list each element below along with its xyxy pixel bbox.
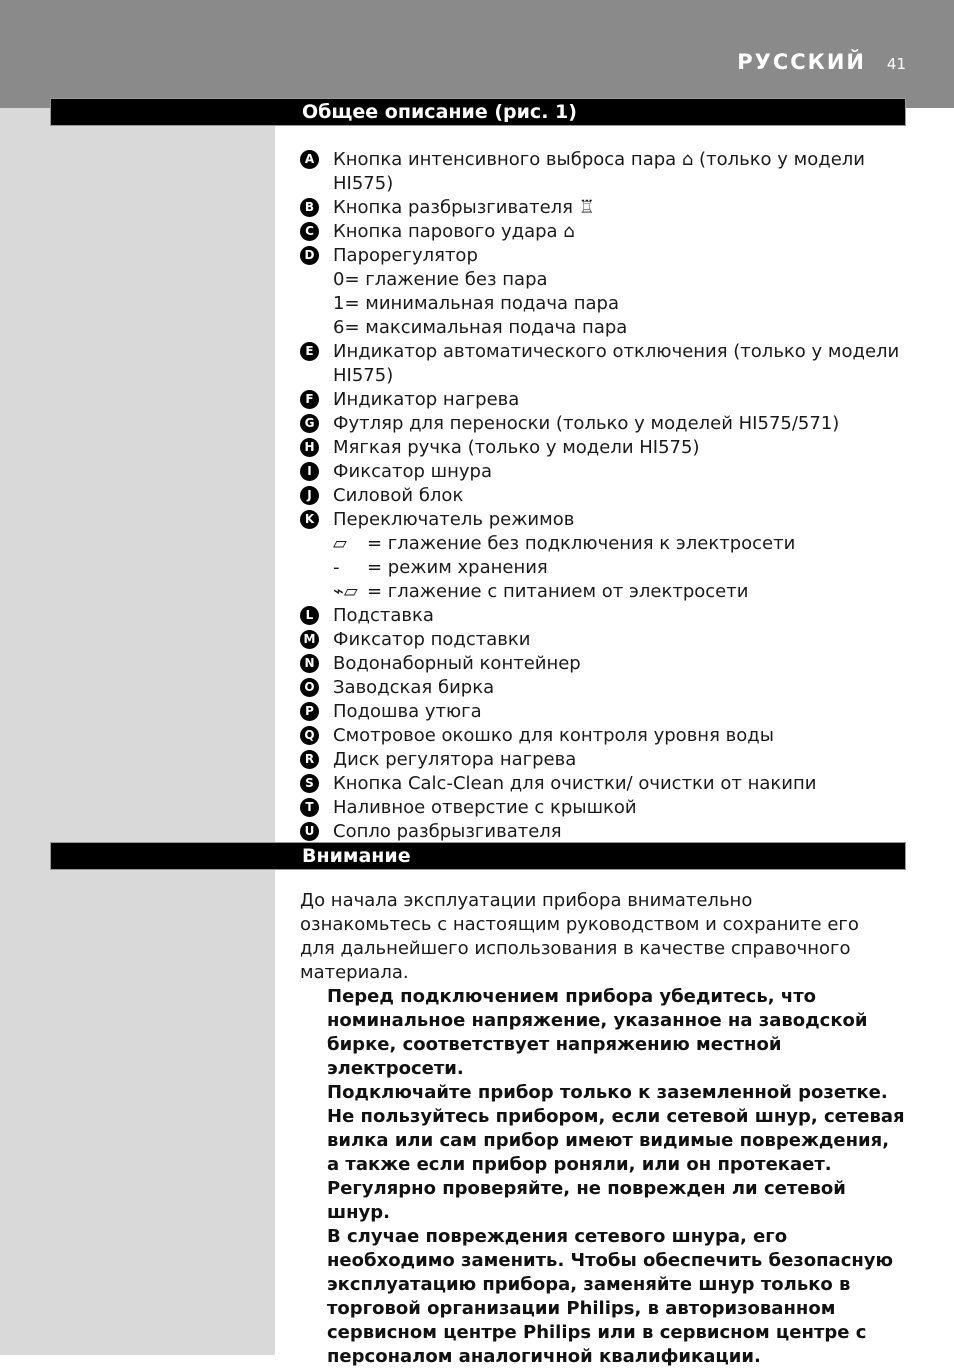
intro-text: До начала эксплуатации прибора внимательно ознакомьтесь с настоящим руководством и сохраните его для дальнейшего использования в качестве справочного материала. (300, 890, 859, 983)
letter-badge: E (300, 342, 319, 361)
page-number: 41 (886, 55, 906, 73)
part-text: Заводская бирка (333, 677, 495, 698)
letter-badge: G (300, 414, 319, 433)
part-text: Кнопка интенсивного выброса пара ⌂ (только у модели HI575) (333, 149, 865, 194)
warnings-list (327, 985, 907, 1369)
letter-badge: B (300, 198, 319, 217)
section-bar-description (50, 98, 906, 126)
letter-badge: K (300, 510, 319, 529)
letter-badge: F (300, 390, 319, 409)
warning-item: Перед подключением прибора убедитесь, что номинальное напряжение, указанное на заводской бирке, соответствует напряжению местной электросети. (327, 986, 868, 1079)
part-item (300, 340, 910, 388)
part-item (300, 820, 910, 844)
part-text: Водонаборный контейнер (333, 653, 581, 674)
part-item (300, 604, 910, 628)
letter-badge: I (300, 462, 319, 481)
part-item (300, 772, 910, 796)
language-label: РУССКИЙ (737, 50, 866, 74)
part-text: Кнопка разбрызгивателя ♖ (333, 197, 595, 218)
warning-item: Не пользуйтесь прибором, если сетевой шнур, сетевая вилка или сам прибор имеют видимые повреждения, а также если прибор роняли, или он протекает. (327, 1106, 905, 1175)
section-bar-warning (50, 842, 906, 870)
letter-badge: J (300, 486, 319, 505)
part-item (300, 484, 910, 508)
mode-item (300, 556, 910, 580)
letter-badge: A (300, 150, 319, 169)
part-item (300, 796, 910, 820)
intro-paragraph (300, 889, 880, 985)
part-item (300, 724, 910, 748)
part-item (300, 148, 910, 196)
letter-badge: O (300, 678, 319, 697)
part-item (300, 196, 910, 220)
part-text: Фиксатор шнура (333, 461, 492, 482)
part-item (300, 388, 910, 412)
letter-badge: C (300, 222, 319, 241)
side-band (0, 108, 275, 1355)
parts-list (300, 148, 910, 844)
letter-badge: L (300, 606, 319, 625)
part-text: Мягкая ручка (только у модели HI575) (333, 437, 700, 458)
part-text: Индикатор нагрева (333, 389, 520, 410)
mode-item (300, 580, 910, 604)
part-text: Наливное отверстие с крышкой (333, 797, 637, 818)
part-text: Кнопка Calc-Clean для очистки/ очистки от накипи (333, 773, 817, 794)
letter-badge: N (300, 654, 319, 673)
mode-symbol-icon: ▱ (333, 533, 347, 554)
letter-badge: Q (300, 726, 319, 745)
part-item (300, 652, 910, 676)
part-item (300, 700, 910, 724)
part-text: Индикатор автоматического отключения (только у модели HI575) (333, 341, 900, 386)
letter-badge: U (300, 822, 319, 841)
part-text: Подошва утюга (333, 701, 482, 722)
letter-badge: P (300, 702, 319, 721)
mode-text: = глажение с питанием от электросети (367, 581, 749, 602)
part-text: Сопло разбрызгивателя (333, 821, 562, 842)
part-item (300, 460, 910, 484)
part-text: Футляр для переноски (только у моделей HI575/571) (333, 413, 840, 434)
letter-badge: T (300, 798, 319, 817)
part-text: Переключатель режимов (333, 509, 575, 530)
part-item (300, 244, 910, 268)
part-item (300, 628, 910, 652)
part-item (300, 436, 910, 460)
letter-badge: D (300, 246, 319, 265)
part-item (300, 220, 910, 244)
part-text: Подставка (333, 605, 434, 626)
part-text: Силовой блок (333, 485, 464, 506)
letter-badge: S (300, 774, 319, 793)
part-text: Парорегулятор (333, 245, 478, 266)
mode-text: = режим хранения (367, 557, 548, 578)
mode-text: = глажение без подключения к электросети (367, 533, 796, 554)
part-item (300, 508, 910, 532)
steam-setting: 6= максимальная подача пара (333, 317, 628, 338)
warning-item: Регулярно проверяйте, не поврежден ли сетевой шнур. (327, 1178, 846, 1223)
part-item (300, 676, 910, 700)
section-title-warning: Внимание (302, 845, 411, 867)
part-text: Фиксатор подставки (333, 629, 531, 650)
steam-setting: 0= глажение без пара (333, 269, 548, 290)
mode-symbol-icon: - (333, 557, 340, 578)
mode-item (300, 532, 910, 556)
letter-badge: M (300, 630, 319, 649)
part-item (300, 412, 910, 436)
steam-setting: 1= минимальная подача пара (333, 293, 619, 314)
part-item (300, 748, 910, 772)
letter-badge: R (300, 750, 319, 769)
part-text: Диск регулятора нагрева (333, 749, 577, 770)
mode-symbol-icon: ⌁▱ (333, 581, 358, 602)
part-text: Кнопка парового удара ⌂ (333, 221, 575, 242)
warning-item: В случае повреждения сетевого шнура, его необходимо заменить. Чтобы обеспечить безопасную эксплуатацию прибора, заменяйте шнур только в торговой организации Philips, в авторизованном сервисном центре Philips или в сервисном центре с персоналом аналогичной квалификации. (327, 1226, 894, 1367)
section-title-description: Общее описание (рис. 1) (302, 101, 577, 123)
letter-badge: H (300, 438, 319, 457)
part-text: Смотровое окошко для контроля уровня воды (333, 725, 774, 746)
warning-item: Подключайте прибор только к заземленной розетке. (327, 1082, 888, 1103)
